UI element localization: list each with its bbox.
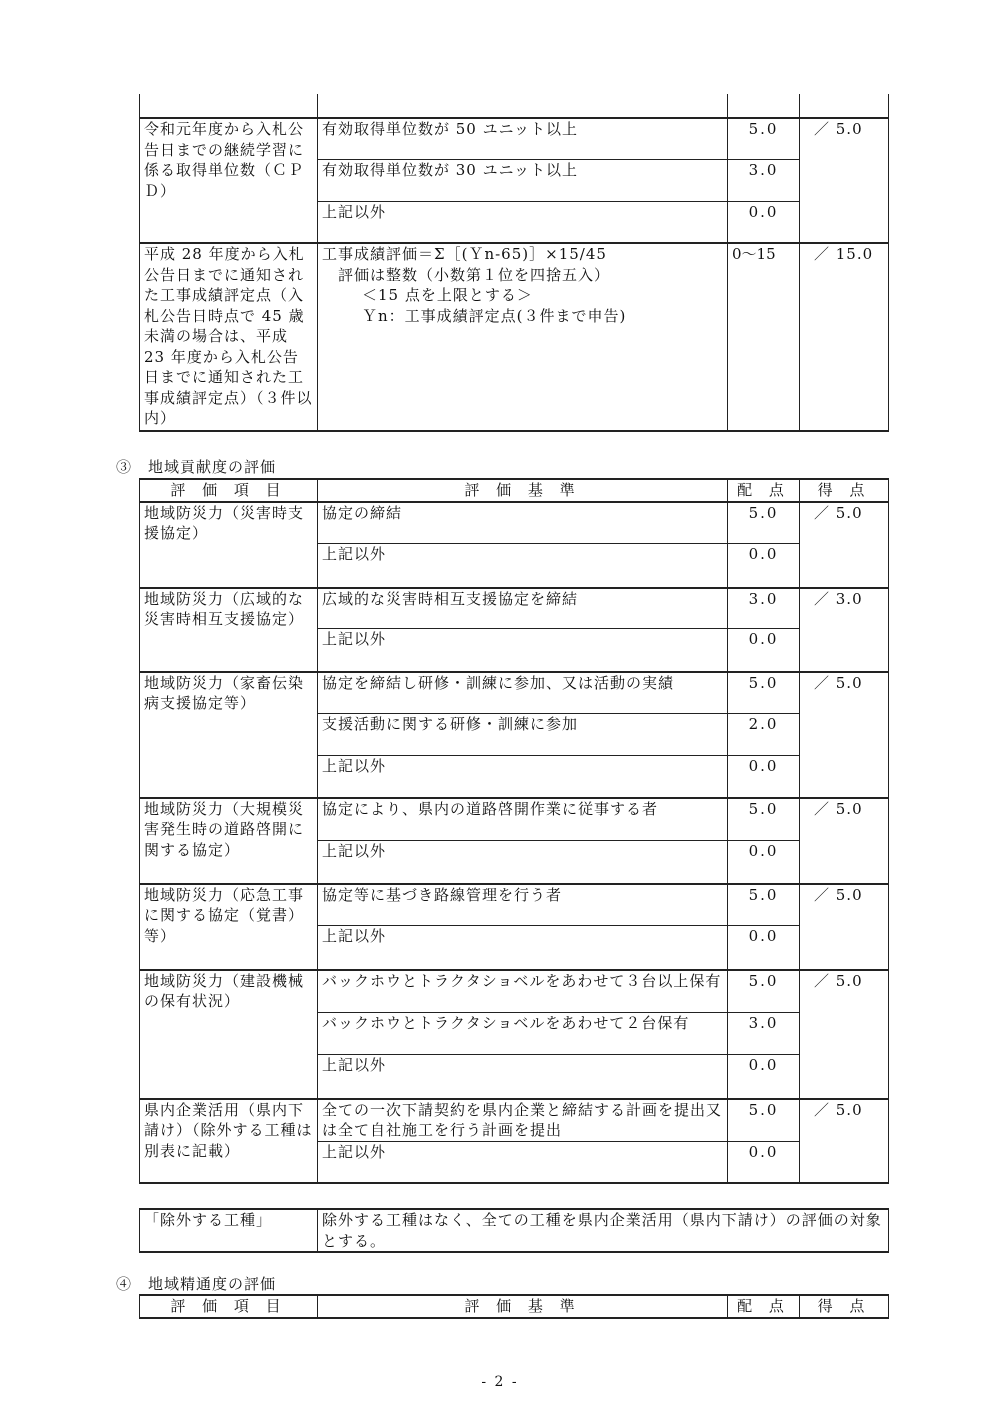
criterion-cell: 有効取得単位数が 50 ユニット以上 (318, 118, 728, 159)
score-cell: ／ 5.0 (800, 970, 889, 1099)
page-number: - 2 - (481, 1374, 519, 1390)
formula-line: 工事成績評価＝Σ［(Ｙn-65)］×15/45 (322, 245, 607, 263)
table-row (140, 1209, 889, 1252)
points-cell: 3.0 (728, 159, 800, 201)
criterion-cell: 上記以外 (318, 926, 728, 970)
score-cell: ／ 3.0 (800, 588, 889, 672)
points-cell: 5.0 (728, 672, 800, 714)
criterion-cell: 広域的な災害時相互支援協定を締結 (318, 588, 728, 629)
points-cell: 3.0 (728, 588, 800, 629)
criterion-cell: 協定を締結し研修・訓練に参加、又は活動の実績 (318, 672, 728, 714)
header-score: 得 点 (800, 1295, 889, 1318)
score-cell: ／ 5.0 (800, 798, 889, 884)
item-cell: 令和元年度から入札公告日までの継続学習に係る取得単位数（ＣＰＤ） (140, 118, 318, 243)
score-cell: ／ 5.0 (800, 502, 889, 588)
formula-line: 評価は整数（小数第１位を四捨五入） (338, 265, 611, 284)
points-cell: 0.0 (728, 1141, 800, 1183)
criterion-cell (318, 243, 728, 431)
points-cell: 5.0 (728, 970, 800, 1013)
criterion-cell (318, 94, 728, 118)
points-cell: 0.0 (728, 841, 800, 884)
points-cell: 0.0 (728, 926, 800, 970)
table-header (140, 479, 889, 502)
header-score: 得 点 (800, 479, 889, 502)
table-row (140, 502, 889, 544)
score-cell: ／ 15.0 (800, 243, 889, 431)
points-cell: 3.0 (728, 1013, 800, 1055)
item-cell: 地域防災力（応急工事に関する協定（覚書）等） (140, 884, 318, 970)
table-row (140, 588, 889, 629)
criterion-cell: 上記以外 (318, 841, 728, 884)
exclusion-label: 「除外する工種」 (140, 1209, 318, 1252)
table-header (140, 1295, 889, 1318)
table-row (140, 798, 889, 841)
regional-familiarity-table (139, 1294, 889, 1319)
exclusion-box (139, 1208, 889, 1253)
points-cell: 5.0 (728, 502, 800, 544)
criterion-cell: バックホウとトラクタショベルをあわせて３台以上保有 (318, 970, 728, 1013)
criterion-cell: 協定の締結 (318, 502, 728, 544)
header-points: 配 点 (728, 479, 800, 502)
points-cell: 5.0 (728, 118, 800, 159)
header-item: 評 価 項 目 (140, 479, 318, 502)
formula-line: ＜15 点を上限とする＞ (362, 286, 533, 304)
score-cell: ／ 5.0 (800, 884, 889, 970)
criterion-cell: バックホウとトラクタショベルをあわせて２台保有 (318, 1013, 728, 1055)
criterion-cell: 協定等に基づき路線管理を行う者 (318, 884, 728, 926)
score-cell: ／ 5.0 (800, 672, 889, 798)
table-row (140, 884, 889, 926)
item-cell: 地域防災力（災害時支援協定） (140, 502, 318, 588)
criterion-cell: 上記以外 (318, 1141, 728, 1183)
header-item: 評 価 項 目 (140, 1295, 318, 1318)
score-cell (800, 94, 889, 118)
points-cell: 0.0 (728, 544, 800, 588)
criterion-cell: 上記以外 (318, 1055, 728, 1099)
item-cell: 県内企業活用（県内下請け）（除外する工種は別表に記載） (140, 1099, 318, 1184)
points-cell: 5.0 (728, 1099, 800, 1142)
points-cell: 5.0 (728, 884, 800, 926)
header-criteria: 評 価 基 準 (318, 479, 728, 502)
header-criteria: 評 価 基 準 (318, 1295, 728, 1318)
section-4-title: ④ 地域精通度の評価 (116, 1275, 277, 1293)
item-cell (140, 94, 318, 118)
points-cell (728, 94, 800, 118)
points-cell: 0.0 (728, 756, 800, 798)
points-cell: 0.0 (728, 1055, 800, 1099)
criterion-cell: 有効取得単位数が 30 ユニット以上 (318, 159, 728, 201)
exclusion-text: 除外する工種はなく、全ての工種を県内企業活用（県内下請け）の評価の対象とする。 (318, 1209, 889, 1252)
points-cell: 2.0 (728, 714, 800, 756)
criterion-cell: 支援活動に関する研修・訓練に参加 (318, 714, 728, 756)
item-cell: 地域防災力（建設機械の保有状況） (140, 970, 318, 1099)
table-row (140, 1099, 889, 1142)
formula-line: Ｙn：工事成績評定点(３件まで申告) (362, 306, 627, 325)
criterion-cell: 上記以外 (318, 756, 728, 798)
item-cell: 地域防災力（家畜伝染病支援協定等） (140, 672, 318, 798)
table-row (140, 970, 889, 1013)
section-3-title: ③ 地域貢献度の評価 (116, 458, 277, 476)
points-cell: 0～15 (728, 243, 800, 431)
header-points: 配 点 (728, 1295, 800, 1318)
points-cell: 0.0 (728, 201, 800, 243)
criterion-cell: 協定により、県内の道路啓開作業に従事する者 (318, 798, 728, 841)
score-cell: ／ 5.0 (800, 118, 889, 243)
table-row (140, 243, 889, 431)
table-row (140, 94, 889, 118)
item-cell: 地域防災力（広域的な災害時相互支援協定） (140, 588, 318, 672)
points-cell: 0.0 (728, 629, 800, 672)
table-row (140, 118, 889, 159)
points-cell: 5.0 (728, 798, 800, 841)
criterion-cell: 全ての一次下請契約を県内企業と締結する計画を提出又は全て自社施工を行う計画を提出 (318, 1099, 728, 1142)
regional-contribution-table (139, 478, 889, 1184)
criterion-cell: 上記以外 (318, 629, 728, 672)
table-row (140, 672, 889, 714)
item-cell: 地域防災力（大規模災害発生時の道路啓開に関する協定） (140, 798, 318, 884)
criterion-cell: 上記以外 (318, 201, 728, 243)
criterion-cell: 上記以外 (318, 544, 728, 588)
score-cell: ／ 5.0 (800, 1099, 889, 1184)
item-cell: 平成 28 年度から入札公告日までに通知された工事成績評定点（入札公告日時点で 45 歳未満の場合は、平成 23 年度から入札公告日までに通知された工事成績評定点）（３件以内） (140, 243, 318, 431)
cpd-table (139, 94, 889, 432)
